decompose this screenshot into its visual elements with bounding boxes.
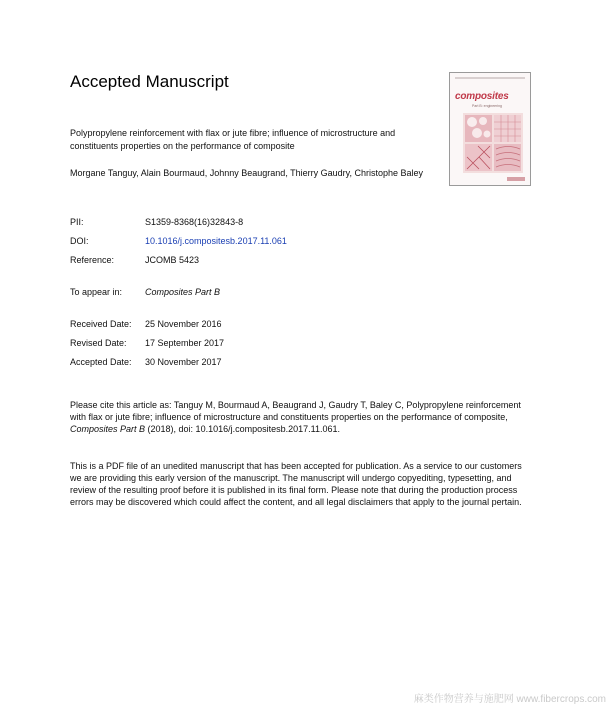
reference-value: JCOMB 5423 bbox=[145, 255, 200, 265]
article-title: Polypropylene reinforcement with flax or jute fibre; influence of microstructure and constituents properties on the performance of composite bbox=[70, 128, 396, 151]
appear-value: Composites Part B bbox=[145, 287, 221, 297]
doi-link[interactable]: 10.1016/j.compositesb.2017.11.061 bbox=[145, 236, 287, 246]
cover-subtitle: Part B: engineering bbox=[472, 104, 502, 108]
citation-paragraph bbox=[70, 399, 532, 435]
received-value: 25 November 2016 bbox=[145, 319, 222, 329]
pii-label: PII: bbox=[70, 217, 84, 227]
cover-header-line bbox=[455, 77, 525, 79]
pii-row bbox=[70, 216, 243, 228]
page-heading: Accepted Manuscript bbox=[70, 72, 229, 91]
appear-row bbox=[70, 286, 220, 298]
revised-row bbox=[70, 337, 224, 349]
reference-label: Reference: bbox=[70, 255, 115, 265]
citation-journal: Composites Part B bbox=[70, 424, 146, 434]
journal-cover-image bbox=[449, 72, 531, 186]
reference-row bbox=[70, 254, 199, 266]
site-watermark: 麻类作物营养与施肥网 www.fibercrops.com bbox=[413, 694, 606, 705]
accepted-label: Accepted Date: bbox=[70, 357, 132, 367]
doi-label: DOI: bbox=[70, 236, 89, 246]
accepted-value: 30 November 2017 bbox=[145, 357, 222, 367]
appear-label: To appear in: bbox=[70, 287, 123, 297]
citation-doi: (2018), doi: 10.1016/j.compositesb.2017.11.061. bbox=[145, 424, 340, 434]
cover-footer-logo bbox=[507, 177, 525, 181]
citation-text: Please cite this article as: Tanguy M, Bourmaud A, Beaugrand J, Gaudry T, Baley C, Polypropylene reinforcement with flax or jute fibre; influence of microstructure and constituents properties on the performance of composite, bbox=[70, 400, 521, 422]
cover-artwork bbox=[463, 113, 523, 173]
doi-row bbox=[70, 235, 287, 247]
received-label: Received Date: bbox=[70, 319, 132, 329]
article-authors: Morgane Tanguy, Alain Bourmaud, Johnny Beaugrand, Thierry Gaudry, Christophe Baley bbox=[70, 168, 424, 178]
cover-brand: composites bbox=[455, 91, 509, 102]
revised-label: Revised Date: bbox=[70, 338, 127, 348]
accepted-row bbox=[70, 356, 222, 368]
revised-value: 17 September 2017 bbox=[145, 338, 225, 348]
disclaimer-paragraph: This is a PDF file of an unedited manuscript that has been accepted for publication. As a service to our customers we are providing this early version of the manuscript. The manuscript will undergo copyediting, typesetting, and review of the resulting proof before it is published in its final form. Please note that during the production process errors may be discovered which could affect the content, and all legal disclaimers that apply to the journal pertain. bbox=[70, 461, 522, 507]
received-row bbox=[70, 318, 222, 330]
pii-value: S1359-8368(16)32843-8 bbox=[145, 217, 244, 227]
